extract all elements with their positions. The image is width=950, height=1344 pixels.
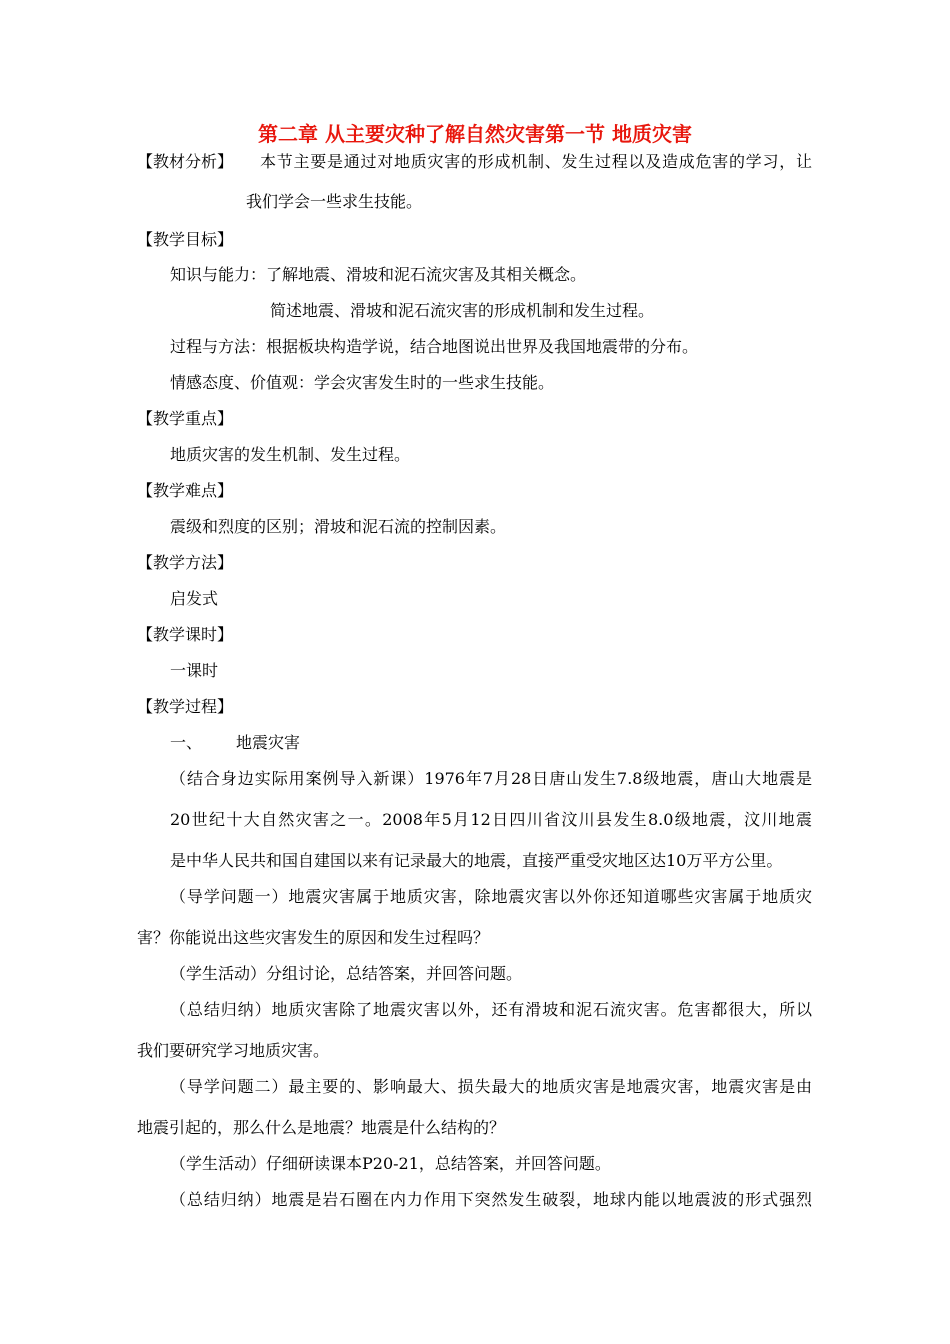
paragraph-2-line-2: 害？你能说出这些灾害发生的原因和发生过程吗？ xyxy=(137,928,490,947)
paragraph-4-line-2: 我们要研究学习地质灾害。 xyxy=(137,1041,330,1060)
goals-line-4: 情感态度、价值观：学会灾害发生时的一些求生技能。 xyxy=(170,373,555,392)
hours-label: 【教学课时】 xyxy=(137,625,234,644)
method-text: 启发式 xyxy=(170,589,219,608)
process-label: 【教学过程】 xyxy=(137,697,234,716)
paragraph-7-line-1: （总结归纳）地震是岩石圈在内力作用下突然发生破裂，地球内能以地震波的形式强烈 xyxy=(170,1190,812,1209)
difficulty-label: 【教学难点】 xyxy=(137,481,234,500)
difficulty-text: 震级和烈度的区别；滑坡和泥石流的控制因素。 xyxy=(170,517,507,536)
section-number: 一、 xyxy=(170,733,203,752)
key-text: 地质灾害的发生机制、发生过程。 xyxy=(170,445,411,464)
paragraph-1-line-1: （结合身边实际用案例导入新课）1976年7月28日唐山发生7.8级地震，唐山大地震是 xyxy=(170,769,812,788)
section-title: 地震灾害 xyxy=(236,733,301,752)
paragraph-6: （学生活动）仔细研读课本P20-21，总结答案，并回答问题。 xyxy=(170,1154,611,1173)
paragraph-3: （学生活动）分组讨论，总结答案，并回答问题。 xyxy=(170,964,523,983)
goals-label: 【教学目标】 xyxy=(137,230,234,249)
analysis-label: 【教材分析】 xyxy=(137,152,234,171)
document-title: 第二章 从主要灾种了解自然灾害第一节 地质灾害 xyxy=(258,122,692,146)
hours-text: 一课时 xyxy=(170,661,219,680)
paragraph-2-line-1: （导学问题一）地震灾害属于地质灾害，除地震灾害以外你还知道哪些灾害属于地质灾 xyxy=(170,887,812,906)
paragraph-5-line-2: 地震引起的，那么什么是地震？地震是什么结构的？ xyxy=(137,1118,506,1137)
key-label: 【教学重点】 xyxy=(137,409,234,428)
goals-line-3: 过程与方法：根据板块构造学说，结合地图说出世界及我国地震带的分布。 xyxy=(170,337,699,356)
paragraph-1-line-3: 是中华人民共和国自建国以来有记录最大的地震，直接严重受灾地区达10万平方公里。 xyxy=(170,851,783,870)
method-label: 【教学方法】 xyxy=(137,553,234,572)
goals-line-2: 简述地震、滑坡和泥石流灾害的形成机制和发生过程。 xyxy=(270,301,655,320)
paragraph-4-line-1: （总结归纳）地质灾害除了地震灾害以外，还有滑坡和泥石流灾害。危害都很大，所以 xyxy=(170,1000,812,1019)
paragraph-1-line-2: 20世纪十大自然灾害之一。2008年5月12日四川省汶川县发生8.0级地震，汶川地震 xyxy=(170,810,812,829)
paragraph-5-line-1: （导学问题二）最主要的、影响最大、损失最大的地质灾害是地震灾害，地震灾害是由 xyxy=(170,1077,812,1096)
analysis-text-1: 本节主要是通过对地质灾害的形成机制、发生过程以及造成危害的学习，让 xyxy=(260,152,812,171)
goals-line-1: 知识与能力：了解地震、滑坡和泥石流灾害及其相关概念。 xyxy=(170,265,587,284)
analysis-text-2: 我们学会一些求生技能。 xyxy=(246,192,423,211)
